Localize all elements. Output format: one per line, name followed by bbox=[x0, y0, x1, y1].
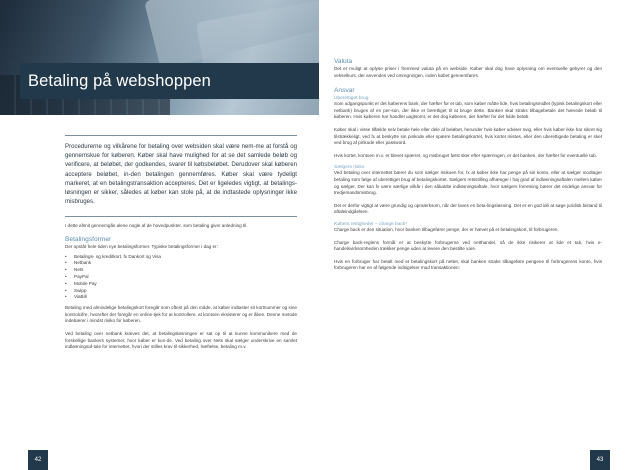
section-intro: Der opstår hele tiden nye betalingsformer. Typiske betalingsformer i dag er: bbox=[65, 244, 218, 250]
list-item: • PayPal bbox=[65, 274, 89, 279]
subheading: Købers rettigheder – charge back* bbox=[334, 221, 408, 227]
list-item: • Mobile Pay bbox=[65, 280, 97, 286]
paragraph: Ved betaling over internettet bærer du som sælger risikoen for, fx at køber ikke har penge på sin konto, eller at sælger modtager betaling som følge af uberettiget brug af betalingskortet. Sælgers retsstilling afhænger i høj grad af indløsningsaftalen mellem køber og sælger. Der kan fx være særlige vilkår i den såkaldte indløsningsaftale, hvor sælgers forretning bærer det endelige ansvar for tredjemandsmisbrug. bbox=[334, 170, 602, 196]
paragraph: Køber skal i visse tilfælde selv betale hele eller dele af beløbet, herunder hvis køber udviser svig, eller hvis køber ikke har sikret sig tilstrækkeligt, ved fx at beskytte sin pinkode eller spærre betalingskortet, hvis kortet mistes, eller den uberettigede betaling er sket ved brug af pinkode eller password. bbox=[334, 126, 602, 146]
paragraph: Som udgangspunkt er det køberens bank, der hæfter for et tab, som køber måtte lide, hvis betalingsmidlet (typisk betalingskort eller netbank) bruges af en per-son, der ikke er berettiget til at bruge dette. Banken skal straks tilbagebetale det hævede beløb til køberen. Hvis køberen har handlet uagtsomt, er det dog køberen, der hæfter for det fulde beløb. bbox=[334, 101, 602, 120]
paragraph: Charge back-reglens formål er at beskytte forbrugerne ved netthandel, så de ikke risikerer at lide et tab, hvis e-handelsvirksomheden trækker penge uden at levere den bestilte vare. bbox=[334, 239, 602, 252]
title-band bbox=[20, 63, 319, 99]
list-item: • Nets bbox=[65, 267, 84, 273]
intro-paragraph: I dette afsnit gennemgås alene nogle af de hovedpunkter, som betaling giver anledning til. bbox=[65, 223, 248, 229]
right-page bbox=[319, 0, 638, 470]
paragraph: Det er muligt at oplyse priser i fremmed valuta på en webside. Køber skal dog have oplysning om eventuelle gebyrer og den vekselkurs, der anvendes ved omregningen, inden købet gennemføres. bbox=[334, 66, 602, 78]
list-item: • ViaBill bbox=[65, 294, 87, 300]
paragraph: Betaling med almindelige betalingskort foregår som oftest på den måde, at køber indtaster sit kortnummer og sine kontrolcifre, hvorefter der foregår en online-tjek for at kontrollere, at kontoen eksisterer og er åben. Denne metode indebærer i mindst risiko for køberen. bbox=[65, 305, 297, 324]
divider bbox=[65, 216, 297, 217]
paragraph: Hvis en forbruger har betalt med et betalingskort på nettet, skal banken straks tilbageføre pengene til forbrugerens konto, hvis forbrugeren har en af følgende indsigelser mod transaktionen: bbox=[334, 258, 602, 271]
divider bbox=[65, 135, 297, 136]
subheading: Sælgers risiko bbox=[334, 165, 365, 171]
paragraph: Ved betaling over netbank kræves det, at betalingsløsningen er sat op til at kunne kommunikere med de forskellige bankers systemer, hvor køber er kun-de. Ved betaling over Nets skal sælger underskrive en samlet indløsningsaf-tale for internettet, hvori der stilles krav til sikkerhed, hæftelse, betaling m.v. bbox=[65, 330, 297, 350]
right-content bbox=[334, 58, 602, 272]
list-item: • Betalings- og kreditkort, fx Dankort og Visa bbox=[65, 253, 161, 259]
section-heading: Valuta bbox=[334, 58, 353, 65]
page-title: Betaling på webshoppen bbox=[28, 72, 211, 90]
page-number: 42 bbox=[28, 450, 48, 470]
page-number: 43 bbox=[590, 450, 610, 470]
list-item: • Swipp bbox=[65, 287, 87, 293]
subheading: Uberettiget brug bbox=[334, 96, 369, 102]
list-item: • Netbank bbox=[65, 260, 92, 266]
paragraph: Charge back er den situation, hvor banken tilbagefører penge, der er hævet på et betalingskort, til forbrugeren. bbox=[334, 226, 559, 232]
paragraph: Det er derfor vigtigt at være grundig og opmærksom, når der laves en beta-lingsløsning. Det er en god idé at søge juridisk bistand til aftaleindgåelsen. bbox=[334, 202, 602, 215]
paragraph: Hvis kortet, kontoen m.v. er blevet spærret, og misbruget først sker efter spærringen, er det banken, der hæfter for eventuelle tab. bbox=[334, 152, 597, 158]
payment-methods-list bbox=[65, 254, 297, 302]
lead-paragraph: Procedurerne og vilkårene for betaling over websiden skal være nem-me at forstå og gennemskue for køberen. Køber skal have mulighed for at se det samlede beløb og verificere, at beløbet, der godkendes, svarer til købsbeløbet. Derudover skal køberen acceptere beløbet, in-den betalingen gennemføres. Køber skal være tydeligt markeret, at en betalingstransaktion accepteres. Det er ligeledes vigtigt, at betalings-løsningen er sikker, således at køber kan stole på, at de indtastede oplysninger ikke misbruges. bbox=[65, 143, 297, 206]
left-content bbox=[65, 135, 297, 351]
section-heading: Ansvar bbox=[334, 87, 355, 95]
section-heading: Betalingsformer bbox=[65, 236, 112, 244]
